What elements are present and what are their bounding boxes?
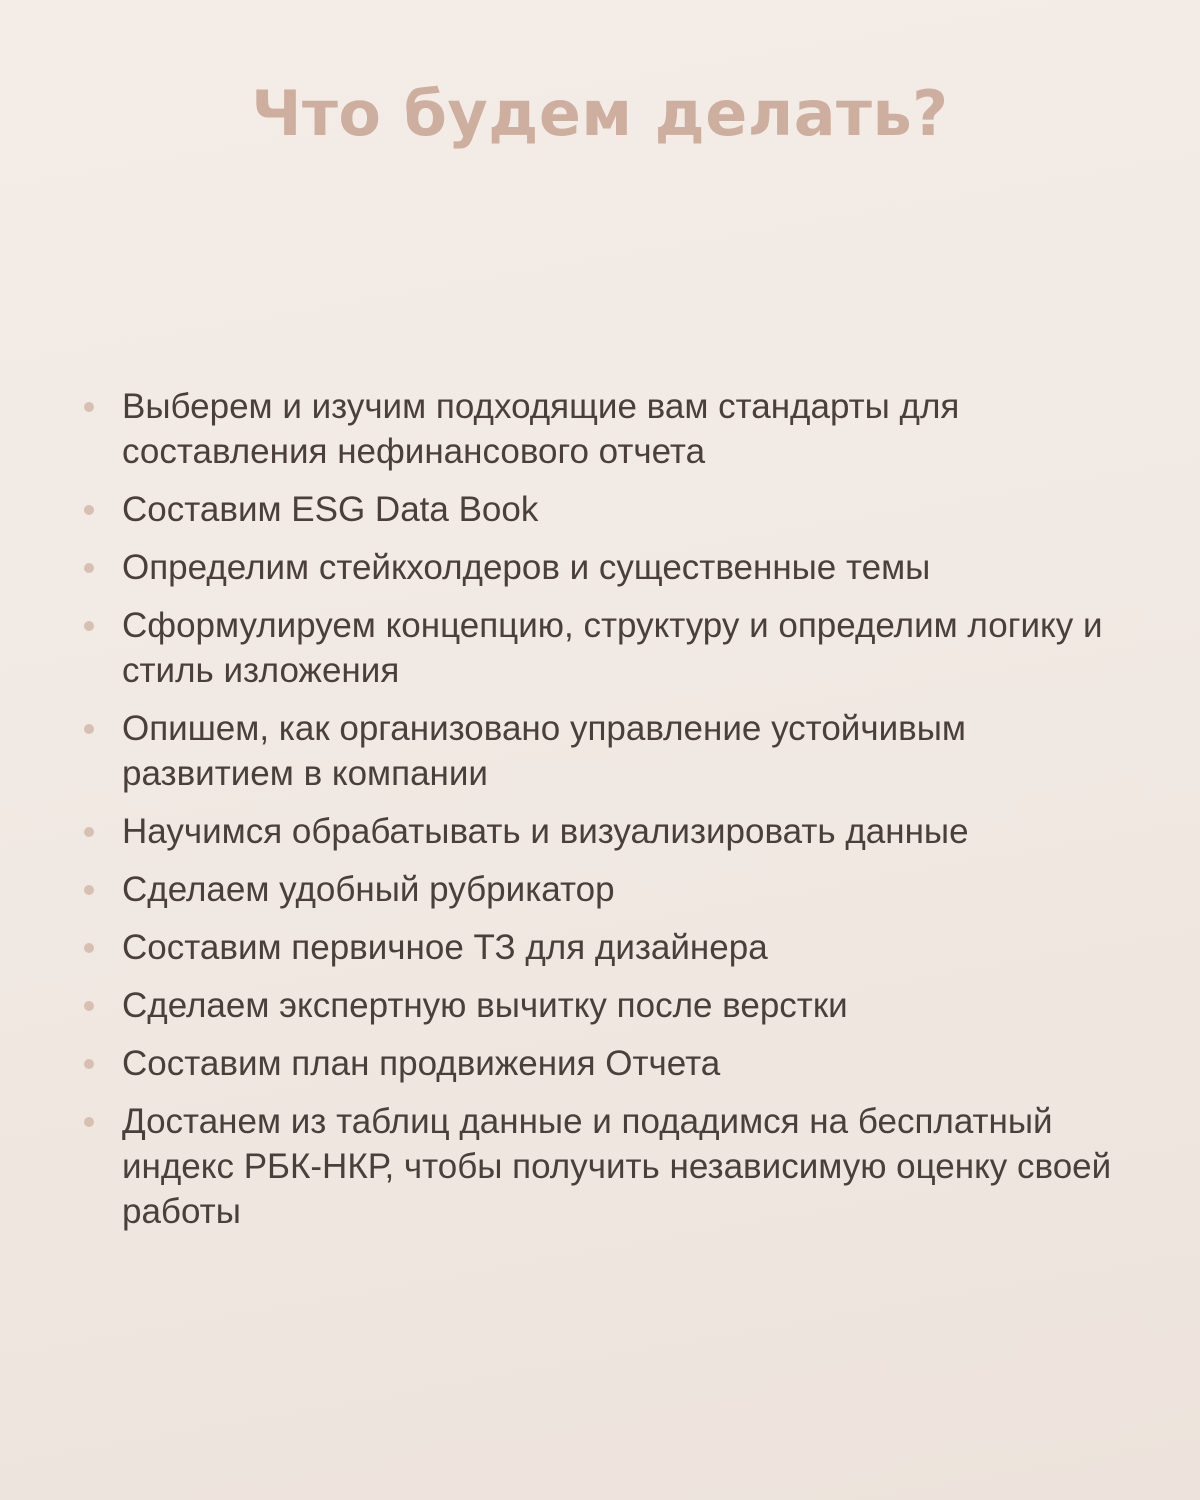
bullet-icon	[84, 827, 94, 837]
list-item-text: Определим стейкхолдеров и существенные темы	[122, 548, 931, 587]
bullet-icon	[84, 1117, 94, 1127]
list-item-text: Опишем, как организовано управление устойчивым развитием в компании	[122, 709, 966, 793]
list-item	[0, 706, 1200, 796]
task-list	[0, 384, 1200, 1247]
list-item-text: Составим первичное ТЗ для дизайнера	[122, 928, 768, 967]
list-item	[0, 545, 1200, 590]
list-item-text: Сделаем экспертную вычитку после верстки	[122, 986, 848, 1025]
bullet-icon	[84, 1001, 94, 1011]
bullet-icon	[84, 505, 94, 515]
bullet-icon	[84, 563, 94, 573]
list-item-text: Составим ESG Data Book	[122, 490, 539, 529]
list-item	[0, 487, 1200, 532]
list-item	[0, 1099, 1200, 1234]
list-item-text: Научимся обрабатывать и визуализировать данные	[122, 812, 969, 851]
page-title: Что будем делать?	[251, 77, 949, 150]
list-item	[0, 983, 1200, 1028]
list-item-text: Выберем и изучим подходящие вам стандарты для составления нефинансового отчета	[122, 387, 960, 471]
list-item	[0, 925, 1200, 970]
list-item	[0, 867, 1200, 912]
list-item-text: Достанем из таблиц данные и подадимся на бесплатный индекс РБК-НКР, чтобы получить независимую оценку своей работы	[122, 1102, 1112, 1231]
list-item	[0, 1041, 1200, 1086]
list-item	[0, 809, 1200, 854]
bullet-icon	[84, 724, 94, 734]
list-item	[0, 384, 1200, 474]
list-item-text: Сделаем удобный рубрикатор	[122, 870, 615, 909]
bullet-icon	[84, 402, 94, 412]
list-item-text: Составим план продвижения Отчета	[122, 1044, 721, 1083]
bullet-icon	[84, 943, 94, 953]
bullet-icon	[84, 1059, 94, 1069]
list-item-text: Сформулируем концепцию, структуру и определим логику и стиль изложения	[122, 606, 1103, 690]
bullet-icon	[84, 885, 94, 895]
list-item	[0, 603, 1200, 693]
bullet-icon	[84, 621, 94, 631]
